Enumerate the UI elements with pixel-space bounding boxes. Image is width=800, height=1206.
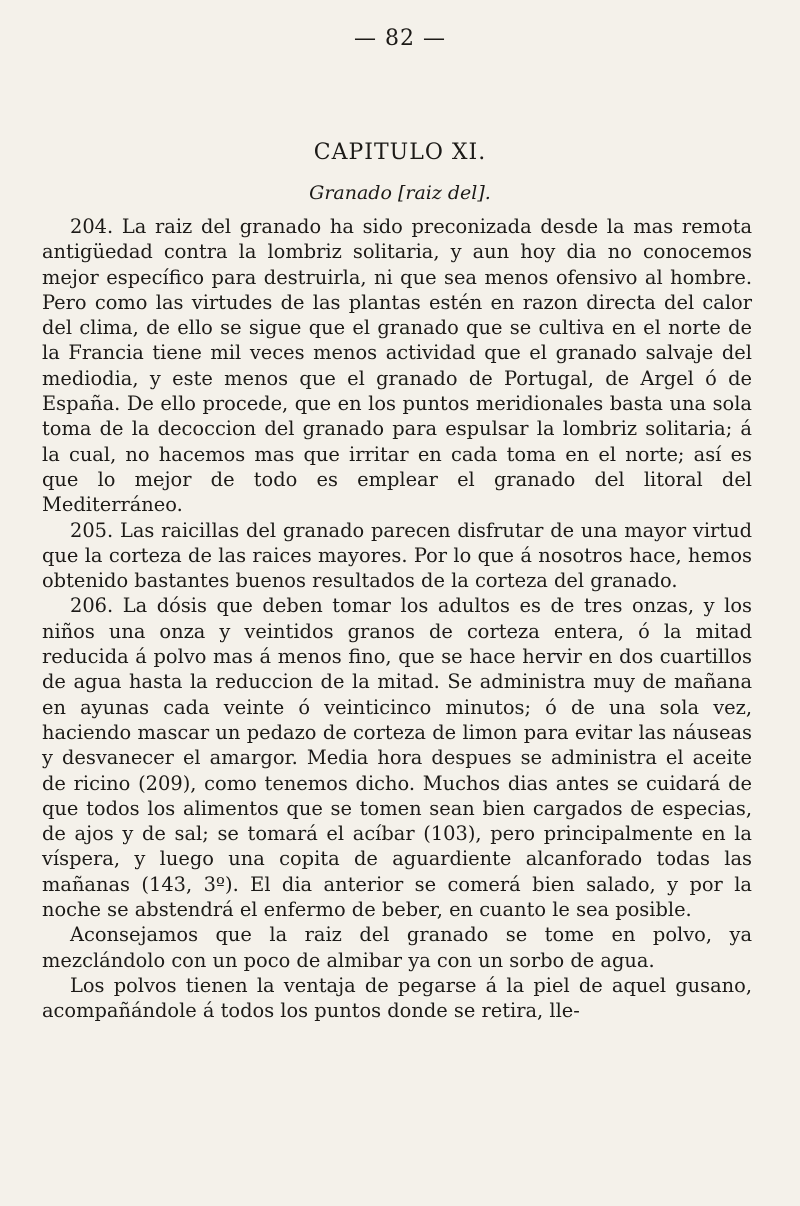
page-number: — 82 — [354, 26, 446, 51]
body-text [42, 214, 752, 1024]
paragraph-204: 204. La raiz del granado ha sido preconizada desde la mas remota antigüedad contra la lombriz solitaria, y aun hoy dia no conocemos mejor específico para destruirla, ni que sea menos ofensivo al hombre. Pero como las virtudes de las plantas estén en razon directa del calor del clima, de ello se sigue que el granado que se cultiva en el norte de la Francia tiene mil veces menos actividad que el granado salvaje del mediodia, y este menos que el granado de Portugal, de Argel ó de España. De ello procede, que en los puntos meridionales basta una sola toma de la decoccion del granado para espulsar la lombriz solitaria; á la cual, no hacemos mas que irritar en cada toma en el norte; así es que lo mejor de todo es emplear el granado del litoral del Mediterráneo. [42, 215, 752, 517]
paragraph-powders: Los polvos tienen la ventaja de pegarse á la piel de aquel gusano, acompañándole á todos los puntos donde se retira, lle- [42, 973, 752, 1023]
paragraph-advice: Aconsejamos que la raiz del granado se tome en polvo, ya mezclándolo con un poco de almibar ya con un sorbo de agua. [42, 923, 752, 972]
chapter-title: CAPITULO XI. [313, 140, 487, 165]
paragraph-206: 206. La dósis que deben tomar los adultos es de tres onzas, y los niños una onza y veintidos granos de corteza entera, ó la mitad reducida á polvo mas á menos fino, que se hace hervir en dos cuartillos de agua hasta la reduccion de la mitad. Se administra muy de mañana en ayunas cada veinte ó veinticinco minutos; ó de una sola vez, haciendo mascar un pedazo de corteza de limon para evitar las náuseas y desvanecer el amargor. Media hora despues se administra el aceite de ricino (209), como tenemos dicho. Muchos dias antes se cuidará de que todos los alimentos que se tomen sean bien cargados de especias, de ajos y de sal; se tomará el acíbar (103), pero principalmente en la víspera, y luego una copita de aguardiente alcanforado todas las mañanas (143, 3º). El dia anterior se comerá bien salado, y por la noche se abstendrá el enfermo de beber, en cuanto le sea posible. [42, 594, 752, 922]
paragraph-205: 205. Las raicillas del granado parecen disfrutar de una mayor virtud que la corteza de las raices mayores. Por lo que á nosotros hace, hemos obtenido bastantes buenos resultados de la corteza del granado. [42, 518, 752, 593]
section-subtitle: Granado [raiz del]. [309, 182, 491, 204]
